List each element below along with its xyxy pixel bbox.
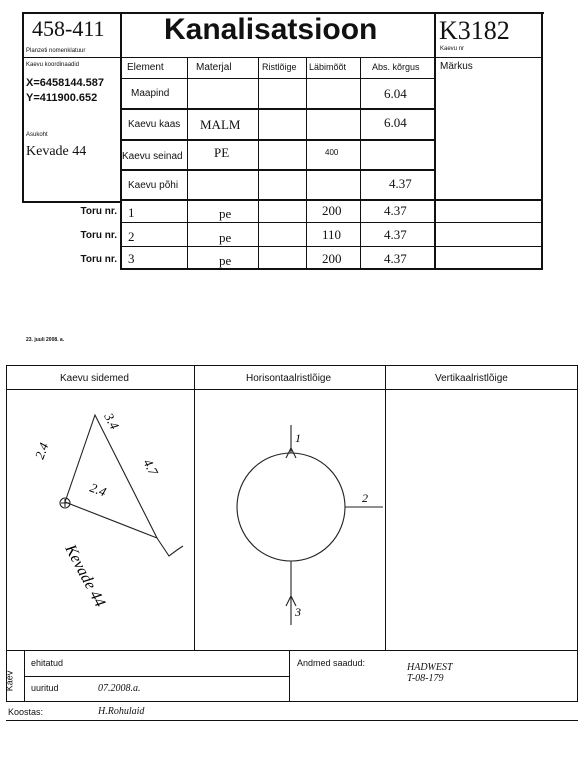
pipe-height: 4.37 xyxy=(384,203,407,218)
pipe-material: pe xyxy=(219,253,232,268)
row-element: Kaevu põhi xyxy=(128,180,179,191)
sketch-street-label: Kevade 44 xyxy=(61,541,109,610)
pipe-material: pe xyxy=(219,230,232,245)
pipe-diameter: 200 xyxy=(322,203,342,218)
row-element: Kaevu kaas xyxy=(128,119,181,130)
pipe-mark: 2 xyxy=(362,491,368,505)
pipe-diameter: 110 xyxy=(322,227,342,242)
sketch-edge-label: 2.4 xyxy=(31,440,52,462)
pipe-height: 4.37 xyxy=(384,227,407,242)
address-value: Kevade 44 xyxy=(26,144,87,159)
plan-number: 458-411 xyxy=(32,16,105,41)
sketch-edge-label: 3.4 xyxy=(101,410,123,432)
row-material: PE xyxy=(214,145,230,160)
sketch-triangle xyxy=(65,415,157,538)
col-header-section: Ristlõige xyxy=(262,62,297,72)
row-height: 4.37 xyxy=(389,176,412,191)
well-id: K3182 xyxy=(439,16,510,45)
sketch-wall-line xyxy=(157,538,183,556)
pipe-nr: 2 xyxy=(128,229,135,244)
pipe-nr: 1 xyxy=(128,205,135,220)
well-id-label: Kaevu nr xyxy=(440,46,465,52)
coord-y: Y=411900.652 xyxy=(26,92,98,104)
pipe-label: Toru nr. xyxy=(80,206,117,217)
connections-sketch xyxy=(7,390,194,650)
sketch-edge-label: 2.4 xyxy=(87,479,109,500)
sketch-edge-label: 4.7 xyxy=(140,456,162,478)
row-height: 6.04 xyxy=(384,115,407,130)
section-connections-title: Kaevu sidemed xyxy=(60,373,129,384)
pipe-label: Toru nr. xyxy=(80,254,117,265)
pipe-diameter: 200 xyxy=(322,251,342,266)
page-title: Kanalisatsioon xyxy=(164,13,378,46)
row-diameter: 400 xyxy=(325,148,339,157)
col-header-element: Element xyxy=(127,62,164,73)
manhole-cross-icon xyxy=(61,499,69,507)
row-height: 6.04 xyxy=(384,86,407,101)
data-from-label: Andmed saadud: xyxy=(297,658,366,668)
pipe-nr: 3 xyxy=(128,251,135,266)
built-label: ehitatud xyxy=(31,658,64,668)
date-stamp: 23. juuli 2008. a. xyxy=(26,337,65,343)
row-element: Kaevu seinad xyxy=(122,151,183,162)
coord-x: X=6458144.587 xyxy=(26,77,104,89)
section-horizontal-title: Horisontaalristlõige xyxy=(246,373,332,384)
coords-label: Kaevu koordinaadid xyxy=(26,62,80,68)
surveyed-label: uuritud xyxy=(31,683,59,693)
plan-label: Planzeti nomenklatuur xyxy=(26,48,86,54)
side-label: Kaev xyxy=(4,670,15,692)
pipe-label: Toru nr. xyxy=(80,230,117,241)
col-header-height: Abs. kõrgus xyxy=(372,62,420,72)
row-material: MALM xyxy=(200,117,241,132)
surveyed-value: 07.2008.a. xyxy=(98,683,141,694)
pipe-mark: 3 xyxy=(295,605,301,619)
pipe-material: pe xyxy=(219,206,232,221)
col-header-remarks: Märkus xyxy=(440,61,473,72)
row-element: Maapind xyxy=(131,88,170,99)
horizontal-section-drawing xyxy=(195,390,385,650)
col-header-material: Materjal xyxy=(196,62,232,73)
data-from-company: HADWEST xyxy=(407,662,453,673)
pipe-height: 4.37 xyxy=(384,251,407,266)
pipe-mark: 1 xyxy=(295,431,301,445)
col-header-diameter: Läbimõõt xyxy=(309,62,347,72)
author-label: Koostas: xyxy=(8,707,44,717)
well-circle xyxy=(237,453,345,561)
section-vertical-title: Vertikaalristlõige xyxy=(435,373,508,384)
data-from-code: T-08-179 xyxy=(407,673,444,684)
address-label: Asukoht xyxy=(26,132,48,138)
author-value: H.Rohulaid xyxy=(98,706,145,717)
